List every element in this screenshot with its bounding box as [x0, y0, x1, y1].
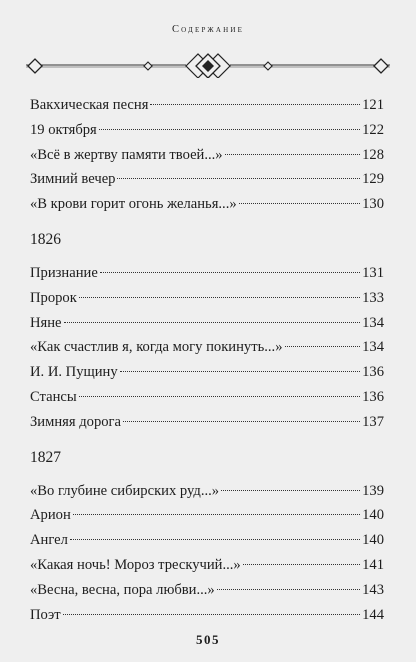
toc-entry-title: «Какая ночь! Мороз трескучий...» — [30, 556, 241, 573]
toc-entry — [30, 93, 384, 118]
toc-entry — [30, 410, 384, 435]
toc-entry-page: 129 — [362, 171, 384, 188]
toc-entry — [30, 479, 384, 504]
toc-entry-title: «Во глубине сибирских руд...» — [30, 482, 220, 499]
toc-entry-page: 134 — [362, 339, 384, 356]
toc-entry-page: 128 — [362, 146, 384, 163]
toc-entry-page: 140 — [362, 507, 384, 524]
dot-leader — [150, 104, 360, 105]
dot-leader — [79, 396, 360, 397]
dot-leader — [225, 154, 361, 155]
toc-entry-title: Зимняя дорога — [30, 413, 122, 430]
dot-leader — [63, 614, 360, 615]
toc-entry — [30, 286, 384, 311]
toc-entry — [30, 118, 384, 143]
toc-entry-title: Арион — [30, 507, 71, 524]
ornament-divider-icon — [26, 52, 390, 78]
toc-entry-title: Признание — [30, 264, 98, 281]
toc-entry-title: Пророк — [30, 289, 77, 306]
section-gap — [30, 217, 384, 227]
dot-leader — [243, 564, 360, 565]
toc-entry-title: Няне — [30, 314, 62, 331]
toc-entry-page: 139 — [362, 482, 384, 499]
dot-leader — [73, 514, 360, 515]
toc-entry — [30, 311, 384, 336]
toc-entry — [30, 192, 384, 217]
toc-entry-page: 144 — [362, 606, 384, 623]
dot-leader — [120, 371, 360, 372]
section-gap — [30, 435, 384, 445]
toc-entry-title: Зимний вечер — [30, 171, 116, 188]
dot-leader — [79, 297, 360, 298]
toc-entry-title: И. И. Пущину — [30, 364, 118, 381]
toc-entry-title: Стансы — [30, 388, 77, 405]
section-year-heading: 1826 — [30, 230, 61, 248]
toc-entry — [30, 385, 384, 410]
toc-entry-page: 121 — [362, 97, 384, 113]
toc-entry-page: 136 — [362, 364, 384, 381]
dot-leader — [285, 346, 361, 347]
toc-entry-title: 19 октября — [30, 121, 97, 138]
toc-entry — [30, 335, 384, 360]
toc-entry-page: 133 — [362, 289, 384, 306]
dot-leader — [239, 203, 360, 204]
toc-entry-page: 140 — [362, 532, 384, 549]
toc-entry-title: Ангел — [30, 532, 68, 549]
toc-entry — [30, 578, 384, 603]
toc-entry-page: 141 — [362, 556, 384, 573]
dot-leader — [70, 539, 360, 540]
toc-entry — [30, 553, 384, 578]
section-gap — [30, 471, 384, 479]
toc-entry-page: 136 — [362, 388, 384, 405]
toc-entry-page: 131 — [362, 264, 384, 281]
toc-entry-title: Вакхическая песня — [30, 97, 149, 113]
section-year-heading: 1827 — [30, 448, 61, 466]
toc-entry-page: 130 — [362, 196, 384, 213]
toc-entry — [30, 360, 384, 385]
page-number: 505 — [196, 632, 220, 647]
toc-entry — [30, 603, 384, 628]
toc-entry — [30, 261, 384, 286]
dot-leader — [100, 272, 360, 273]
dot-leader — [123, 421, 360, 422]
dot-leader — [217, 589, 360, 590]
toc-entry-page: 134 — [362, 314, 384, 331]
dot-leader — [64, 322, 361, 323]
toc-entry — [30, 503, 384, 528]
toc-entry-page: 122 — [362, 121, 384, 138]
toc-entry-title: «Весна, весна, пора любви...» — [30, 581, 215, 598]
toc-entry — [30, 167, 384, 192]
section-gap — [30, 253, 384, 261]
toc-entry-page: 143 — [362, 581, 384, 598]
toc-entry-title: «Как счастлив я, когда могу покинуть...» — [30, 339, 283, 356]
toc-entry — [30, 528, 384, 553]
toc-entry-title: «Всё в жертву памяти твоей...» — [30, 146, 223, 163]
dot-leader — [99, 129, 360, 130]
running-header: Содержание — [171, 24, 245, 35]
toc-entry-title: «В крови горит огонь желанья...» — [30, 196, 237, 213]
dot-leader — [221, 490, 360, 491]
toc-entry-title: Поэт — [30, 606, 61, 623]
dot-leader — [117, 178, 360, 179]
toc-entry — [30, 143, 384, 168]
toc-entry-page: 137 — [362, 413, 384, 430]
table-of-contents — [30, 93, 384, 627]
